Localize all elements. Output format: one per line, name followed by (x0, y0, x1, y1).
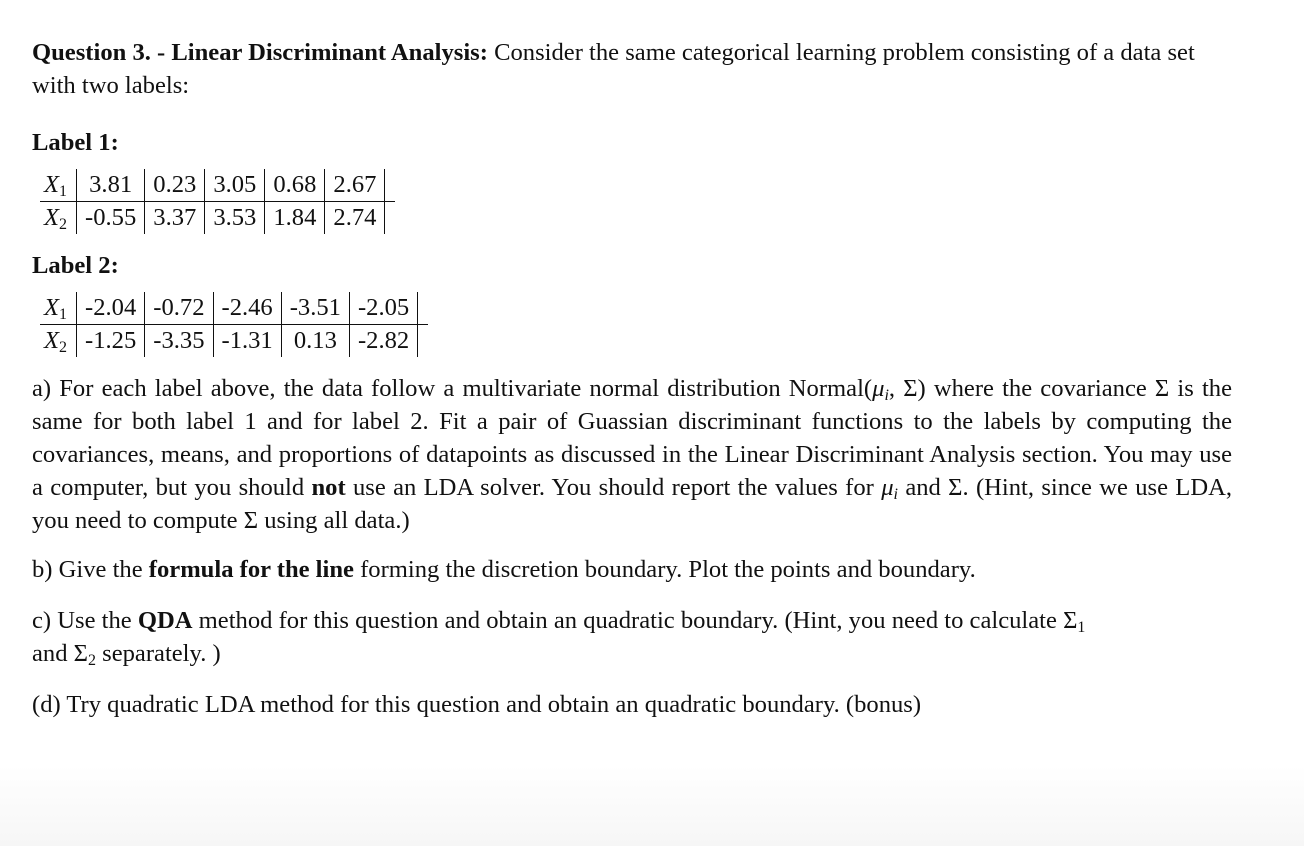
part-a: a) For each label above, the data follow a multivariate normal distribution $Normal(\mu_i$, Σ) where the covariance Σ is the same for both label 1 and for label 2. Fit a pair of Guassian discriminant functions to the labels by computing the covariances, means, and proportions of datapoints as discussed in the Linear Discriminant Analysis section. You may use a computer, but you should not use an LDA solver. You should report the values for $\mu_i$ and Σ. (Hint, since we use LDA, you need to compute Σ using all data.) (32, 375, 1233, 534)
row-variable: $X_2$ (44, 327, 68, 356)
data-cell: -2.04 (77, 292, 145, 325)
document-page (32, 36, 1232, 721)
label1-row-x1 (40, 169, 395, 202)
data-cell: 2.74 (325, 202, 385, 235)
label2-row-x1 (40, 292, 428, 325)
data-cell: 3.37 (145, 202, 205, 235)
data-cell: 2.67 (325, 169, 385, 202)
data-cell: 1.84 (265, 202, 325, 235)
label2-title: Label 2: (32, 252, 119, 279)
label1-row-x2 (40, 202, 395, 235)
data-cell: -2.05 (349, 292, 417, 325)
data-cell: -2.82 (349, 325, 417, 358)
data-cell: 0.23 (145, 169, 205, 202)
data-cell: -0.72 (145, 292, 213, 325)
part-b-emphasis: formula for the line (148, 556, 354, 583)
data-cell: 0.13 (281, 325, 349, 358)
row-variable: $X_1$ (40, 169, 77, 202)
row-variable: $X_1$ (40, 292, 77, 325)
data-cell: -0.55 (77, 202, 145, 235)
part-c: c) Use the QDA method for this question and obtain an quadratic boundary. (Hint, you need to calculate $\Sigma_1$ and $\Sigma_2$ separately. ) (32, 607, 1086, 669)
mu-symbol: μ (872, 375, 885, 402)
part-d: (d) Try quadratic LDA method for this question and obtain an quadratic boundary. (bonus) (32, 691, 922, 718)
label1-table (40, 169, 395, 234)
table-end-rule (418, 325, 429, 358)
part-c-emphasis: QDA (137, 607, 193, 634)
table-end-rule (385, 169, 396, 202)
data-cell: -1.25 (77, 325, 145, 358)
table-end-rule (418, 292, 429, 325)
part-b: b) Give the formula for the line forming the discretion boundary. Plot the points and boundary. (32, 556, 976, 583)
page-bottom-shade (0, 766, 1304, 846)
data-cell: 3.53 (205, 202, 265, 235)
label2-row-x2 (40, 325, 428, 358)
question-heading: Question 3. - Linear Discriminant Analysis: (32, 39, 488, 66)
label2-table (40, 292, 428, 357)
data-cell: -1.31 (213, 325, 281, 358)
mu-symbol: μ (881, 474, 894, 501)
data-cell: 3.81 (77, 169, 145, 202)
label1-title: Label 1: (32, 129, 119, 156)
data-cell: -3.51 (281, 292, 349, 325)
data-cell: 3.05 (205, 169, 265, 202)
data-cell: -3.35 (145, 325, 213, 358)
question-intro (32, 36, 1230, 102)
row-variable: $X_2$ (44, 204, 68, 233)
table-end-rule (385, 202, 396, 235)
data-cell: -2.46 (213, 292, 281, 325)
data-cell: 0.68 (265, 169, 325, 202)
question-intro-text: Consider the same categorical learning problem consisting of a data set with two labels: (32, 39, 1195, 99)
part-a-emphasis: not (311, 474, 346, 501)
